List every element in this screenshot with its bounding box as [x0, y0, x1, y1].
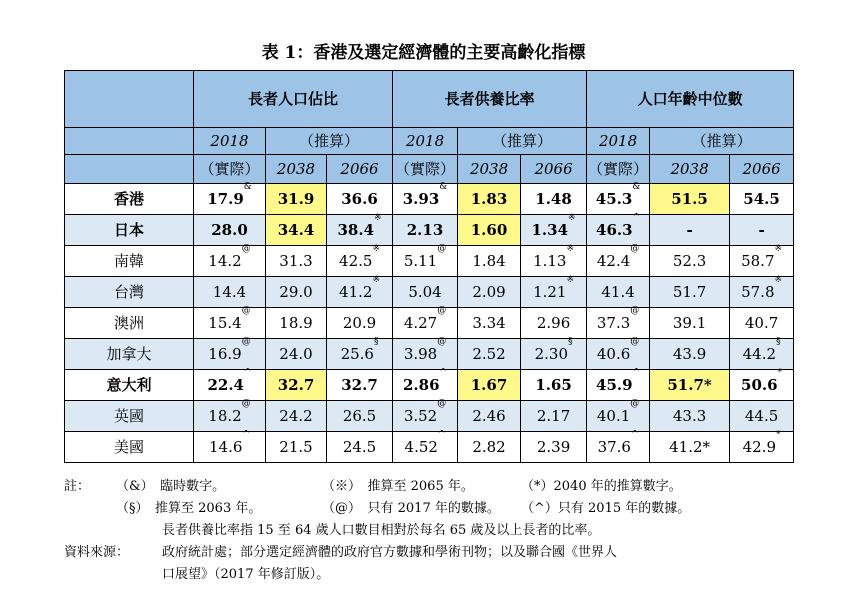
table-cell: [393, 246, 458, 277]
table-cell: [393, 370, 458, 401]
cell-footnote-mark: §: [568, 337, 573, 347]
table-cell: [266, 184, 327, 215]
cell-value: 1.65: [535, 376, 572, 394]
cell-value: 1.48: [535, 190, 572, 208]
table-cell: [266, 339, 327, 370]
cell-footnote-mark: §: [776, 337, 781, 347]
cell-value: 24.5: [342, 438, 377, 456]
table-row: [65, 215, 794, 246]
cell-footnote-mark: ※: [774, 275, 783, 285]
table-cell: [521, 215, 587, 246]
table-cell: [730, 184, 794, 215]
cell-footnote-mark: ※: [568, 213, 576, 223]
table-cell: [327, 215, 393, 246]
table-cell: [587, 432, 650, 463]
cell-value: 14.2: [208, 252, 242, 270]
table-cell: [650, 215, 730, 246]
country-name: 台灣: [65, 277, 194, 308]
year-2018-header: 2018: [194, 128, 266, 155]
estimate-header: （推算）: [458, 128, 587, 155]
cell-footnote-mark: ※: [372, 275, 380, 285]
cell-value: 58.7: [741, 252, 775, 270]
table-cell: [458, 308, 521, 339]
source-label: 資料來源：: [64, 545, 130, 560]
table-cell: [194, 432, 266, 463]
table-cell: [730, 401, 794, 432]
cell-value: 14.4: [212, 283, 247, 301]
table-cell: [266, 370, 327, 401]
cell-value: 28.0: [211, 221, 248, 239]
cell-footnote-mark: @: [241, 399, 251, 409]
table-cell: [194, 215, 266, 246]
table-cell: [587, 339, 650, 370]
cell-footnote-mark: @: [241, 244, 251, 254]
cell-value: 3.34: [472, 314, 506, 332]
country-name: 澳洲: [65, 308, 194, 339]
table-cell: [730, 215, 794, 246]
year-2066-header: 2066: [521, 155, 587, 184]
cell-value: 1.13: [533, 252, 567, 270]
cell-value: 32.7: [341, 376, 378, 394]
cell-value: 2.96: [536, 314, 571, 332]
country-name: 南韓: [65, 246, 194, 277]
cell-footnote-mark: *: [776, 430, 781, 440]
cell-value: 32.7: [277, 376, 315, 394]
country-name: 日本: [65, 215, 194, 246]
table-cell: [194, 370, 266, 401]
cell-footnote-mark: ※: [372, 244, 380, 254]
table-cell: [393, 308, 458, 339]
table-row: [65, 401, 794, 432]
cell-value: 2.17: [536, 407, 571, 425]
country-name: 美國: [65, 432, 194, 463]
cell-value: 40.1: [596, 407, 631, 425]
note-dependency-definition: 長者供養比率指 15 至 64 歲人口數目相對於每名 65 歲及以上長者的比率。: [162, 523, 601, 538]
cell-value: 43.3: [672, 407, 707, 425]
table-cell: [194, 246, 266, 277]
cell-value: 18.2: [208, 407, 242, 425]
cell-value: 51.7*: [667, 376, 712, 394]
cell-footnote-mark: &: [439, 182, 448, 192]
year-2018-header: 2018: [587, 128, 650, 155]
table-cell: [194, 184, 266, 215]
cell-value: 3.98: [403, 345, 438, 363]
table-row: [65, 370, 794, 401]
table-cell: [587, 184, 650, 215]
country-name: 意大利: [65, 370, 194, 401]
table-cell: [327, 246, 393, 277]
actual-label: （實際）: [587, 155, 650, 184]
table-cell: [587, 277, 650, 308]
cell-value: 2.52: [472, 345, 506, 363]
table-cell: [458, 246, 521, 277]
table-row: [65, 246, 794, 277]
cell-footnote-mark: @: [437, 244, 447, 254]
notes-label: 註：: [64, 479, 91, 494]
source-line-1: 政府統計處；部分選定經濟體的政府官方數據和學術刊物；以及聯合國《世界人: [162, 545, 618, 560]
cell-value: 24.2: [279, 407, 313, 425]
table-cell: [521, 432, 587, 463]
note-provisional: （&） 臨時數字。: [116, 479, 226, 494]
table-cell: [327, 184, 393, 215]
cell-footnote-mark: ^: [632, 213, 641, 223]
table-cell: [730, 246, 794, 277]
cell-footnote-mark: &: [632, 182, 641, 192]
cell-value: 37.6: [597, 438, 631, 456]
cell-footnote-mark: ※: [774, 244, 783, 254]
cell-footnote-mark: @: [241, 306, 251, 316]
table-cell: [327, 370, 393, 401]
table-cell: [393, 184, 458, 215]
year-2018-header: 2018: [393, 128, 458, 155]
cell-value: 1.34: [531, 221, 569, 239]
note-2017: （@） 只有 2017 年的數據。: [322, 501, 500, 516]
table-cell: [650, 370, 730, 401]
cell-value: 18.9: [279, 314, 313, 332]
cell-value: 34.4: [277, 221, 315, 239]
table-cell: [458, 339, 521, 370]
table-cell: [458, 432, 521, 463]
cell-value: 57.8: [741, 283, 775, 301]
table-cell: [266, 215, 327, 246]
table-cell: [650, 277, 730, 308]
table-cell: [266, 432, 327, 463]
year-2066-header: 2066: [730, 155, 794, 184]
table-cell: [266, 401, 327, 432]
table-cell: [266, 308, 327, 339]
source-line-2: 口展望》（2017 年修訂版）。: [162, 567, 330, 582]
cell-footnote-mark: ^: [242, 430, 250, 440]
cell-value: 21.5: [279, 438, 313, 456]
table-cell: [458, 215, 521, 246]
cell-value: 15.4: [208, 314, 242, 332]
table-cell: [650, 401, 730, 432]
cell-value: 51.5: [671, 190, 708, 208]
table-cell: [650, 308, 730, 339]
cell-value: 42.4: [596, 252, 631, 270]
cell-value: 36.6: [341, 190, 378, 208]
cell-value: 43.9: [672, 345, 707, 363]
table-cell: [521, 246, 587, 277]
cell-value: 44.2: [742, 345, 777, 363]
table-cell: [650, 184, 730, 215]
cell-value: 1.21: [533, 283, 567, 301]
cell-footnote-mark: @: [630, 306, 640, 316]
table-cell: [458, 277, 521, 308]
note-2065: （※） 推算至 2065 年。: [322, 479, 474, 494]
cell-value: 40.6: [596, 345, 631, 363]
cell-footnote-mark: @: [630, 399, 640, 409]
table-cell: [393, 215, 458, 246]
table-cell: [587, 401, 650, 432]
table-row: [65, 184, 794, 215]
cell-value: 3.52: [403, 407, 438, 425]
cell-value: 26.5: [342, 407, 377, 425]
table-row: [65, 308, 794, 339]
table-row: [65, 339, 794, 370]
table-cell: [194, 277, 266, 308]
table-cell: [194, 401, 266, 432]
cell-footnote-mark: ^: [244, 368, 252, 378]
table-cell: [393, 432, 458, 463]
cell-footnote-mark: ※: [566, 275, 575, 285]
cell-footnote-mark: §: [373, 337, 379, 347]
year-2038-header: 2038: [458, 155, 521, 184]
country-name: 香港: [65, 184, 194, 215]
cell-value: 25.6: [340, 345, 374, 363]
table-title: 表 1：香港及選定經濟體的主要高齡化指標: [261, 43, 586, 63]
table-cell: [650, 432, 730, 463]
cell-footnote-mark: @: [630, 337, 640, 347]
table-cell: [650, 246, 730, 277]
cell-value: 50.6: [741, 376, 778, 394]
cell-value: 2.13: [406, 221, 444, 239]
cell-value: 46.3: [596, 221, 633, 239]
actual-label: （實際）: [194, 155, 266, 184]
table-row: [65, 277, 794, 308]
group-header-dependency-ratio: 長者供養比率: [393, 71, 587, 128]
cell-footnote-mark: ^: [632, 368, 641, 378]
table-cell: [730, 308, 794, 339]
cell-value: 17.9: [207, 190, 244, 208]
cell-value: 16.9: [208, 345, 242, 363]
cell-value: 2.46: [472, 407, 506, 425]
table-cell: [730, 432, 794, 463]
table-cell: [730, 339, 794, 370]
cell-footnote-mark: &: [243, 182, 252, 192]
table-cell: [194, 339, 266, 370]
cell-value: 54.5: [743, 190, 780, 208]
cell-value: 1.83: [470, 190, 508, 208]
table-cell: [327, 432, 393, 463]
cell-footnote-mark: @: [437, 337, 447, 347]
table-cell: [458, 370, 521, 401]
table-cell: [650, 339, 730, 370]
cell-footnote-mark: ※: [374, 213, 382, 223]
table-cell: [587, 308, 650, 339]
cell-value: 2.39: [536, 438, 571, 456]
table-cell: [327, 277, 393, 308]
cell-value: 31.3: [279, 252, 313, 270]
cell-value: 29.0: [279, 283, 313, 301]
cell-footnote-mark: *: [777, 368, 783, 378]
cell-value: 1.60: [470, 221, 508, 239]
cell-value: 5.11: [403, 252, 438, 270]
cell-footnote-mark: ^: [630, 430, 639, 440]
table-cell: [393, 339, 458, 370]
note-2040: （*）2040 年的推算數字。: [521, 479, 682, 494]
cell-footnote-mark: @: [241, 337, 251, 347]
year-2038-header: 2038: [650, 155, 730, 184]
cell-footnote-mark: ^: [437, 430, 446, 440]
table-cell: [194, 308, 266, 339]
cell-value: 2.86: [402, 376, 440, 394]
year-2066-header: 2066: [327, 155, 393, 184]
estimate-header: （推算）: [650, 128, 794, 155]
cell-value: 22.4: [207, 376, 244, 394]
cell-value: 1.67: [470, 376, 508, 394]
cell-value: 4.27: [403, 314, 438, 332]
cell-footnote-mark: @: [437, 306, 447, 316]
table-cell: [521, 308, 587, 339]
cell-value: 3.93: [402, 190, 440, 208]
cell-value: 2.82: [472, 438, 506, 456]
cell-value: 51.7: [672, 283, 707, 301]
cell-value: 45.3: [595, 190, 633, 208]
cell-value: 2.30: [534, 345, 568, 363]
table-cell: [730, 370, 794, 401]
cell-value: 41.2: [339, 283, 373, 301]
actual-label: （實際）: [393, 155, 458, 184]
cell-footnote-mark: @: [437, 399, 447, 409]
cell-value: 14.6: [209, 438, 243, 456]
table-cell: [327, 401, 393, 432]
cell-value: 42.5: [339, 252, 373, 270]
table-cell: [521, 370, 587, 401]
note-2015: （^）只有 2015 年的數據。: [521, 501, 691, 516]
table-cell: [393, 401, 458, 432]
table-cell: [521, 184, 587, 215]
cell-value: 5.04: [408, 283, 442, 301]
cell-value: 42.9: [742, 438, 777, 456]
table-cell: [266, 246, 327, 277]
cell-footnote-mark: ※: [566, 244, 575, 254]
table-cell: [458, 184, 521, 215]
cell-value: 37.3: [596, 314, 631, 332]
cell-value: 38.4: [337, 221, 375, 239]
cell-value: 41.2*: [669, 438, 711, 456]
table-cell: [730, 277, 794, 308]
cell-value: 1.84: [472, 252, 506, 270]
table-cell: [587, 246, 650, 277]
cell-value: 40.7: [744, 314, 779, 332]
table-cell: [327, 339, 393, 370]
aging-indicators-table: [64, 70, 794, 463]
cell-value: 4.52: [404, 438, 438, 456]
cell-footnote-mark: ^: [439, 368, 448, 378]
cell-value: -: [686, 221, 693, 239]
table-cell: [393, 277, 458, 308]
table-cell: [521, 277, 587, 308]
country-name: 加拿大: [65, 339, 194, 370]
table-cell: [587, 370, 650, 401]
cell-footnote-mark: @: [630, 244, 640, 254]
cell-value: 52.3: [672, 252, 707, 270]
table-row: [65, 432, 794, 463]
cell-value: 2.09: [472, 283, 506, 301]
table-body: [65, 184, 794, 463]
table-cell: [521, 339, 587, 370]
corner-cell: [65, 71, 194, 128]
year-2038-header: 2038: [266, 155, 327, 184]
table-cell: [587, 215, 650, 246]
cell-value: 45.9: [596, 376, 633, 394]
table-cell: [327, 308, 393, 339]
table-cell: [521, 401, 587, 432]
country-name: 英國: [65, 401, 194, 432]
group-header-elderly-share: 長者人口佔比: [194, 71, 393, 128]
cell-value: -: [758, 221, 765, 239]
note-2063: （§） 推算至 2063 年。: [116, 501, 262, 516]
table-cell: [266, 277, 327, 308]
cell-value: 20.9: [342, 314, 377, 332]
cell-value: 24.0: [279, 345, 313, 363]
cell-value: 39.1: [672, 314, 707, 332]
cell-value: 31.9: [277, 190, 315, 208]
estimate-header: （推算）: [266, 128, 393, 155]
cell-value: 41.4: [601, 283, 635, 301]
group-header-median-age: 人口年齡中位數: [587, 71, 794, 128]
table-cell: [458, 401, 521, 432]
cell-value: 44.5: [744, 407, 779, 425]
